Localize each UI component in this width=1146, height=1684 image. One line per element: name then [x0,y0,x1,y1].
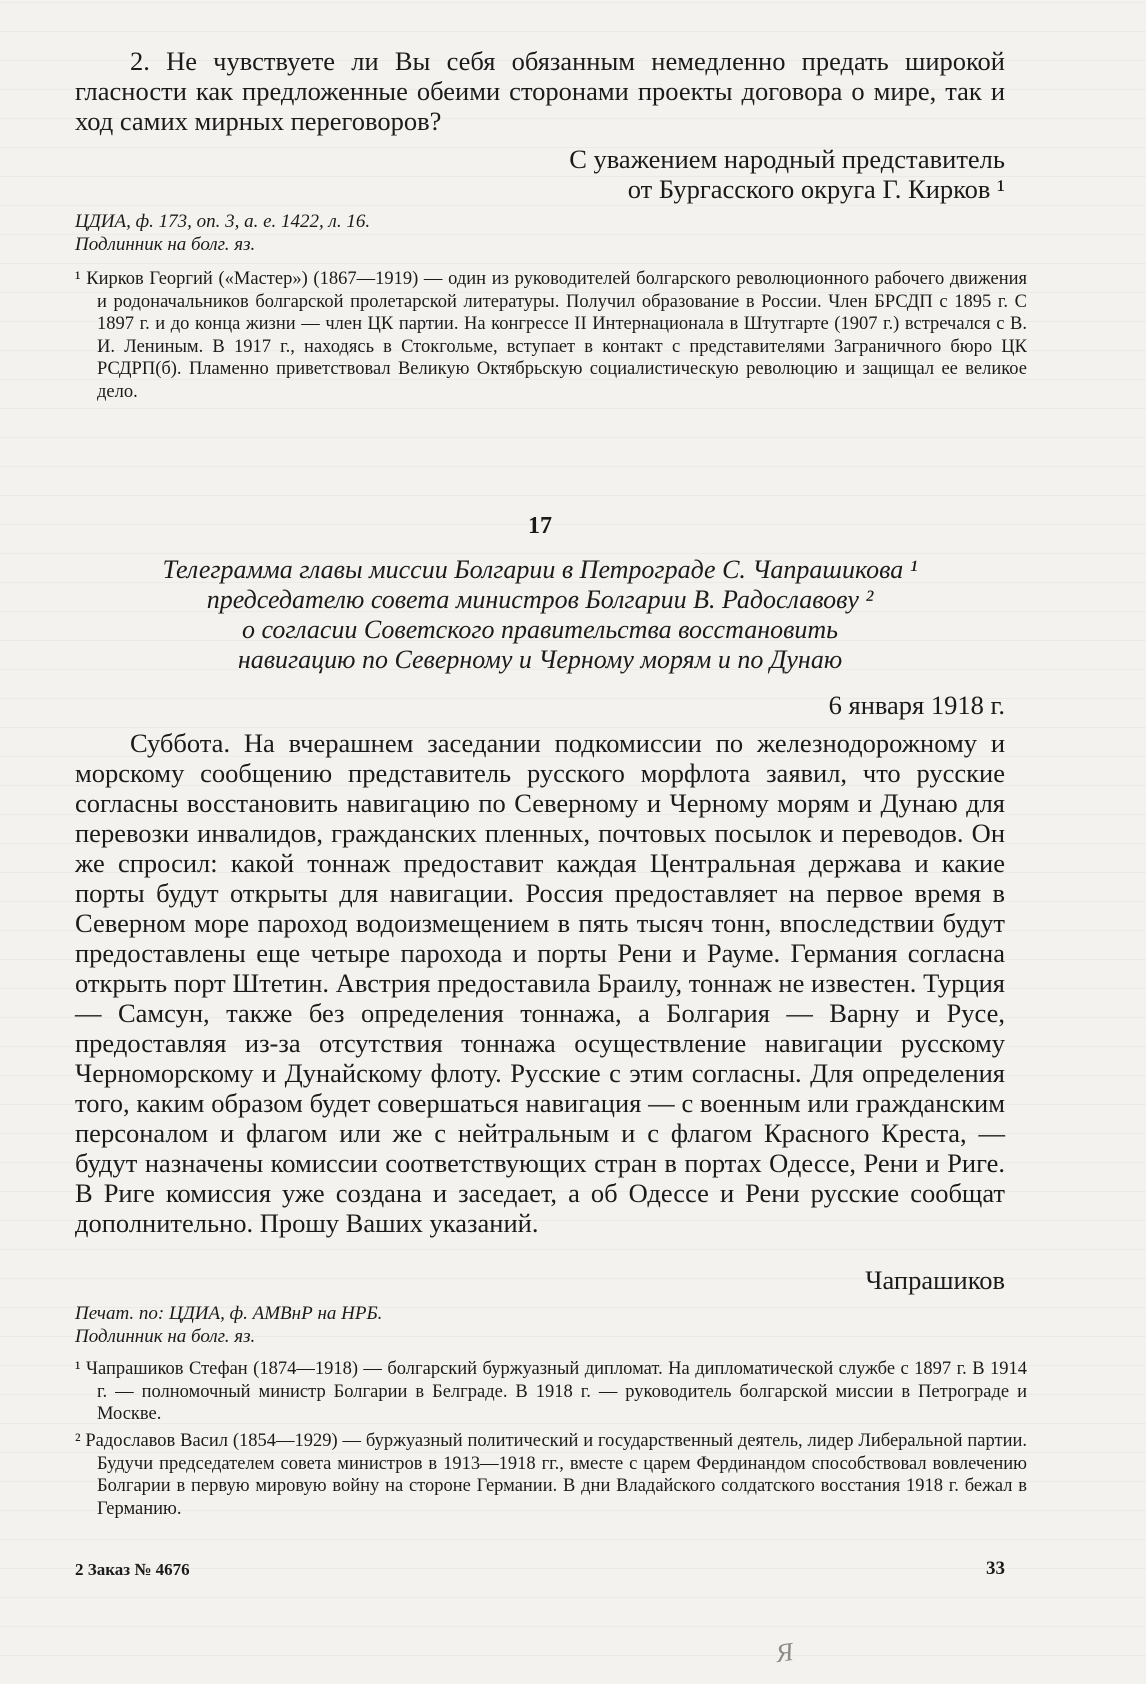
telegram-body: Суббота. На вчерашнем заседании подкомиссии по железнодорожному и морскому сообщению представитель русского морфлота заявил, что русские согласны восстановить навигацию по Северному и Черному морям и Дунаю для перевозки инвалидов, гражданских пленных, почтовых посылок и переводов. Он же спросил: какой тоннаж предоставит каждая Центральная держава и какие порты будут открыты для навигации. Россия предоставляет на первое время в Северном море пароход водоизмещением в пять тысяч тонн, впоследствии будут предоставлены еще четыре парохода и порты Рени и Рауме. Германия согласна открыть порт Штетин. Австрия предоставила Браилу, тоннаж не известен. Турция — Самсун, также без определения тоннажа, а Болгария — Варну и Русе, предоставляя из-за отсутствия тоннажа осуществление навигации русскому Черноморскому и Дунайскому флоту. Русские с этим согласны. Для определения того, каким образом будет совершаться навигация — с военным или гражданским персоналом и флагом или же с нейтральным и с флагом Красного Креста, — будут назначены комиссии соответствующих стран в портах Одессе, Рени и Риге. В Риге комиссия уже создана и заседает, а об Одессе и Рени русские сообщат дополнительно. Прошу Ваших указаний. [75,728,1005,1238]
handwritten-mark: Я [773,1636,795,1669]
title-line: Телеграмма главы миссии Болгарии в Петрограде С. Чапрашикова ¹ [162,555,918,584]
question-paragraph: 2. Не чувствуете ли Вы себя обязанным немедленно предать широкой гласности как предложенные обеими сторонами проекты договора о мире, так и ход самих мирных переговоров? [75,46,1005,136]
print-order-number: 2 Заказ № 4676 [75,1560,190,1579]
title-line: навигацию по Северному и Черному морям и по Дунаю [237,645,843,674]
closing-line: С уважением народный представитель [569,144,1005,174]
footnote-kirkov: ¹ Кирков Георгий («Мастер») (1867—1919) — один из руководителей болгарского революционного рабочего движения и родоначальников болгарской пролетарской литературы. Получил образование в России. Член БРСДП с 1895 г. С 1897 г. и до конца жизни — член ЦК партии. На конгрессе II Интернационала в Штутгарте (1907 г.) встречался с В. И. Лениным. В 1917 г., находясь в Стокгольме, вступает в контакт с представителями Заграничного бюро ЦК РСДРП(б). Пламенно приветствовал Великую Октябрьскую социалистическую революцию и защищал ее великое дело. [75,269,1027,402]
document-date: 6 января 1918 г. [828,690,1005,720]
archive-source: ЦДИА, ф. 173, оп. 3, а. е. 1422, л. 16. [75,211,371,232]
page-number: 33 [986,1558,1005,1579]
title-line: председателю совета министров Болгарии В. Радославову ² [206,585,874,614]
printed-source: Печат. по: ЦДИА, ф. АМВнР на НРБ. [75,1303,383,1324]
signature-chaprashikov: Чапрашиков [865,1265,1005,1295]
document-number: 17 [528,513,552,539]
title-line: о согласии Советского правительства восстановить [242,615,838,644]
original-language-note: Подлинник на болг. яз. [75,234,256,255]
footnote-chaprashikov: ¹ Чапрашиков Стефан (1874—1918) — болгарский буржуазный дипломат. На дипломатической службе с 1897 г. В 1914 г. — полномочный министр Болгарии в Белграде. В 1918 г. — руководитель болгарской миссии в Петрограде и Москве. [75,1359,1027,1424]
signature-kirkov: от Бургасского округа Г. Кирков ¹ [627,174,1005,204]
document-title [75,555,1005,675]
footnote-radoslavov: ² Радославов Васил (1854—1929) — буржуазный политический и государственный деятель, лидер Либеральной партии. Будучи председателем совета министров в 1913—1918 гг., вместе с царем Фердинандом способствовал вовлечению Болгарии в первую мировую войну на стороне Германии. В дни Владайского солдатского восстания 1918 г. бежал в Германию. [75,1431,1027,1519]
original-language-note: Подлинник на болг. яз. [75,1326,256,1347]
